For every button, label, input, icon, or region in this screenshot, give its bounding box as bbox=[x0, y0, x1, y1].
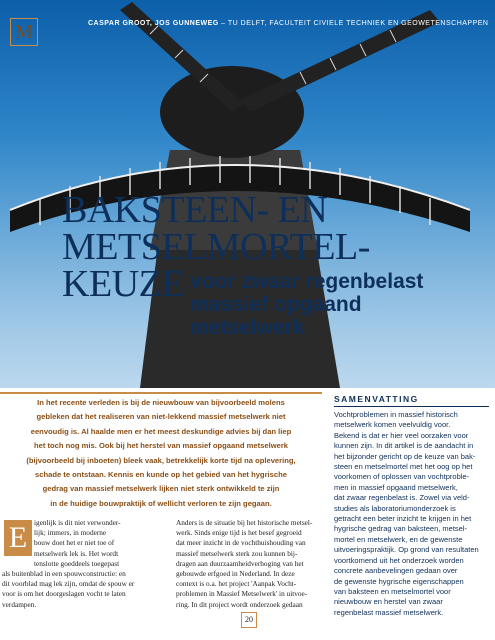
summary-line: regenbelast massief metselwerk. bbox=[334, 607, 444, 617]
intro-divider bbox=[0, 392, 322, 394]
summary-line: nieuwbouw en herstel van zwaar bbox=[334, 597, 443, 607]
intro-paragraph bbox=[2, 396, 320, 511]
intro-line: het toch nog mis. Ook bij het herstel van massief opgaand metselwerk bbox=[33, 441, 289, 451]
body-line: dragen aan duurzaamheidverhoging van het bbox=[176, 558, 304, 568]
byline bbox=[88, 20, 488, 27]
body-line: als buitenblad in een spouwconstructie: en bbox=[2, 569, 126, 579]
summary-line: getracht een beter inzicht te krijgen in het bbox=[334, 514, 472, 524]
intro-line: gedrag van massief metselwerk lijken niet sterk ontwikkeld te zijn bbox=[42, 484, 280, 494]
summary-line: metselwerk komen veelvuldig voor. bbox=[334, 420, 451, 430]
summary-text bbox=[334, 410, 479, 618]
intro-line: In het recente verleden is bij de nieuwbouw van bijvoorbeeld molens bbox=[37, 398, 285, 407]
summary-line: hygrische gedrag van baksteen, metsel- bbox=[334, 524, 467, 534]
intro-line: eenvoudig is. Al haalde men er het meest deskundige advies bij dan liep bbox=[30, 426, 292, 436]
body-line: metselwerk lek is. Het wordt bbox=[34, 548, 119, 558]
body-line: dat meer inzicht in de vochthuishouding van bbox=[176, 538, 306, 548]
title-line: BAKSTEEN- EN bbox=[62, 189, 328, 231]
summary-line: studies als laboratoriumonderzoek is bbox=[334, 503, 456, 513]
body-line: tenslotte goeddeels toegepast bbox=[34, 558, 120, 568]
body-line: context is o.a. het project 'Aanpak Vocht- bbox=[176, 579, 297, 589]
summary-line: kunnen zijn. In dit artikel is de aandacht in bbox=[334, 441, 474, 451]
authors: CASPAR GROOT, JOS GUNNEWEG bbox=[88, 20, 219, 27]
intro-line: (bijvoorbeeld bij inboeten) bleek vaak, betrekkelijk korte tijd na oplevering, bbox=[26, 455, 296, 465]
summary-line: voortkomend uit het onderzoek worden bbox=[334, 555, 464, 565]
summary-line: Vochtproblemen in massief historisch bbox=[334, 410, 458, 419]
article-subtitle bbox=[190, 270, 423, 339]
title-line: KEUZE bbox=[62, 263, 185, 305]
summary-line: uitvoeringspraktijk. Op grond van resultaten bbox=[334, 545, 479, 555]
page-number: 20 bbox=[241, 612, 257, 628]
intro-line: in de huidige bouwpraktijk of wellicht verloren te zijn gegaan. bbox=[50, 498, 272, 508]
body-line: dit voorblad mag lek zijn, omdat de spouw er bbox=[2, 579, 135, 589]
body-line: bouw doet het er niet toe of bbox=[34, 538, 115, 548]
summary-line: mortel en metselwerk, en de gewenste bbox=[334, 534, 463, 544]
title-line: METSELMORTEL- bbox=[62, 226, 370, 268]
body-line: werk. Sinds enige tijd is het besef gegroeid bbox=[176, 528, 302, 538]
magazine-logo: M bbox=[10, 18, 38, 46]
body-line: igenlijk is dit niet verwonder- bbox=[34, 518, 121, 527]
subtitle-line: massief opgaand bbox=[190, 293, 362, 316]
body-line: problemen in Massief Metselwerk' in uitvoe- bbox=[176, 589, 308, 599]
summary-heading: SAMENVATTING bbox=[334, 394, 419, 404]
body-line: gebouwde erfgoed in Nederland. In deze bbox=[176, 569, 295, 579]
subtitle-line: voor zwaar regenbelast bbox=[190, 270, 424, 293]
summary-line: het bijzonder gericht op de keuze van bak- bbox=[334, 451, 476, 461]
body-column-2 bbox=[176, 518, 326, 610]
summary-line: men in massief opgaand metselwerk, bbox=[334, 482, 458, 492]
summary-line: de gewenste hygrische eigenschappen bbox=[334, 576, 464, 586]
summary-line: steen en metselmortel met het oog op het bbox=[334, 462, 473, 472]
body-column-1 bbox=[2, 518, 162, 610]
intro-line: schade te ontstaan. Kennis en kunde op het gebied van het hygrische bbox=[35, 470, 287, 480]
summary-line: voorkomen of oplossen van vochtproble- bbox=[334, 472, 470, 482]
subtitle-line: metselwerk bbox=[190, 316, 305, 339]
intro-line: gebleken dat het realiseren van niet-lekkend massief metselwerk niet bbox=[36, 412, 286, 422]
summary-line: dat zwaar regenbelast is. Zowel via veld- bbox=[334, 493, 470, 503]
body-line: lijk; immers, in moderne bbox=[34, 528, 107, 538]
body-line: Anders is de situatie bij het historische metsel- bbox=[176, 518, 313, 527]
summary-line: van baksteen en metselmortel voor bbox=[334, 586, 451, 596]
body-line: ring. In dit project wordt onderzoek gedaan bbox=[176, 599, 303, 609]
body-line: verdampen. bbox=[2, 599, 37, 609]
drop-cap: E bbox=[4, 520, 32, 556]
summary-line: concrete aanbevelingen gedaan over bbox=[334, 566, 458, 576]
affiliation: – TU DELFT, FACULTEIT CIVIELE TECHNIEK EN GEOWETENSCHAPPEN bbox=[218, 20, 489, 27]
summary-line: Bekend is dat er hier veel oorzaken voor bbox=[334, 430, 469, 440]
body-line: voor is om het doorgeslagen vocht te laten bbox=[2, 589, 126, 599]
body-line: massief metselwerk sterk zou kunnen bij- bbox=[176, 548, 298, 558]
summary-divider bbox=[334, 406, 489, 407]
